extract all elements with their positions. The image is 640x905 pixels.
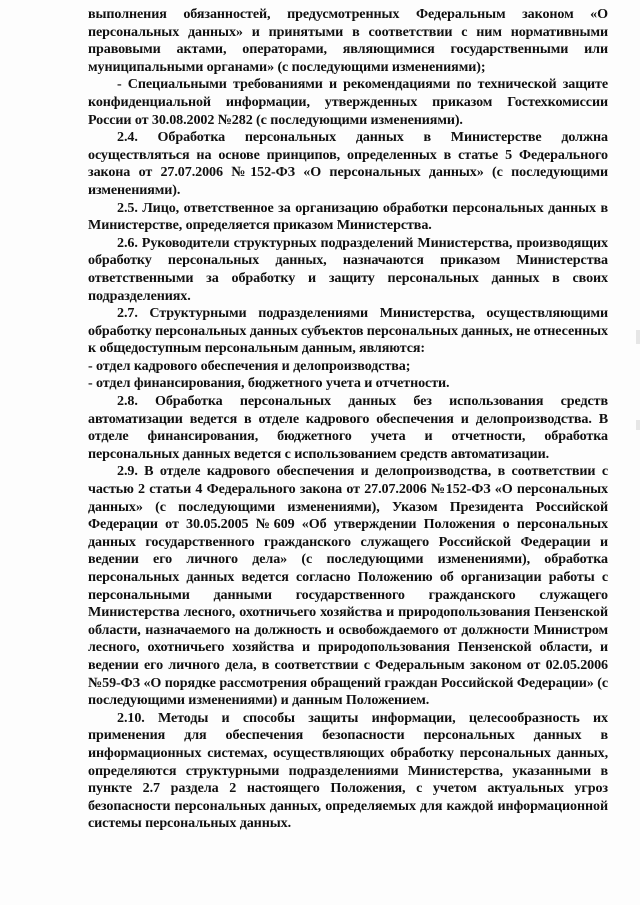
paragraph-2-9: 2.9. В отделе кадрового обеспечения и делопроизводства, в соответствии с частью 2 статьи 4 Федерального закона от 27.07.2006 №152-ФЗ «О персональных данных» (с последующими изменениями), Указом Президента Российской Федерации от 30.05.2005 №609 «Об утверждении Положения о персональных данных государственного гражданского служащего Российской Федерации и ведении его личного дела» (с последующими изменениями), обработка персональных данных ведется согласно Положению об организации работы с персональными данными государственного гражданского служащего Министерства лесного, охотничьего хозяйства и природопользования Пензенской области, назначаемого на должность и освобождаемого от должности Министром лесного, охотничьего хозяйства и природопользования Пензенской области, и ведении его личного дела, в соответствии с Федеральным законом от 02.05.2006 №59-ФЗ «О порядке рассмотрения обращений граждан Российской Федерации» (с последующими изменениями) и данным Положением.	[88, 463, 608, 709]
paragraph-2-10: 2.10. Методы и способы защиты информации, целесообразность их применения для обеспечения безопасности персональных данных в информационных системах, осуществляющих обработку персональных данных, определяются структурными подразделениями Министерства, указанными в пункте 2.7 раздела 2 настоящего Положения, с учетом актуальных угроз безопасности персональных данных, определяемых для каждой информационной системы персональных данных.	[88, 709, 608, 832]
paragraph-2-7: 2.7. Структурными подразделениями Министерства, осуществляющими обработку персональных данных субъектов персональных данных, не отнесенных к общедоступным персональным данным, являются:	[88, 305, 608, 357]
scan-edge-mark	[636, 420, 640, 430]
list-item-hr-department: - отдел кадрового обеспечения и делопроизводства;	[88, 357, 411, 374]
document-body	[88, 6, 608, 833]
list-item-finance-department: - отдел финансирования, бюджетного учета и отчетности.	[88, 375, 450, 392]
paragraph-intro-continuation: выполнения обязанностей, предусмотренных Федеральным законом «О персональных данных» и принятыми в соответствии с ним нормативными правовыми актами, операторами, являющимися государственными или муниципальными органами» (с последующими изменениями);	[88, 6, 608, 75]
paragraph-2-5: 2.5. Лицо, ответственное за организацию обработки персональных данных в Министерстве, определяется приказом Министерства.	[88, 199, 608, 234]
paragraph-special-requirements: - Специальными требованиями и рекомендациями по технической защите конфиденциальной информации, утвержденных приказом Гостехкомиссии России от 30.08.2002 №282 (с последующими изменениями).	[88, 76, 608, 128]
paragraph-2-4: 2.4. Обработка персональных данных в Министерстве должна осуществляться на основе принципов, определенных в статье 5 Федерального закона от 27.07.2006 №152-ФЗ «О персональных данных» (с последующими изменениями).	[88, 129, 608, 198]
scan-edge-mark	[636, 330, 640, 344]
paragraph-2-6: 2.6. Руководители структурных подразделений Министерства, производящих обработку персональных данных, назначаются приказом Министерства ответственными за обработку и защиту персональных данных в своих подразделениях.	[88, 234, 608, 304]
paragraph-2-8: 2.8. Обработка персональных данных без использования средств автоматизации ведется в отделе кадрового обеспечения и делопроизводства. В отделе финансирования, бюджетного учета и отчетности, обработка персональных данных ведется с использованием средств автоматизации.	[88, 393, 608, 462]
